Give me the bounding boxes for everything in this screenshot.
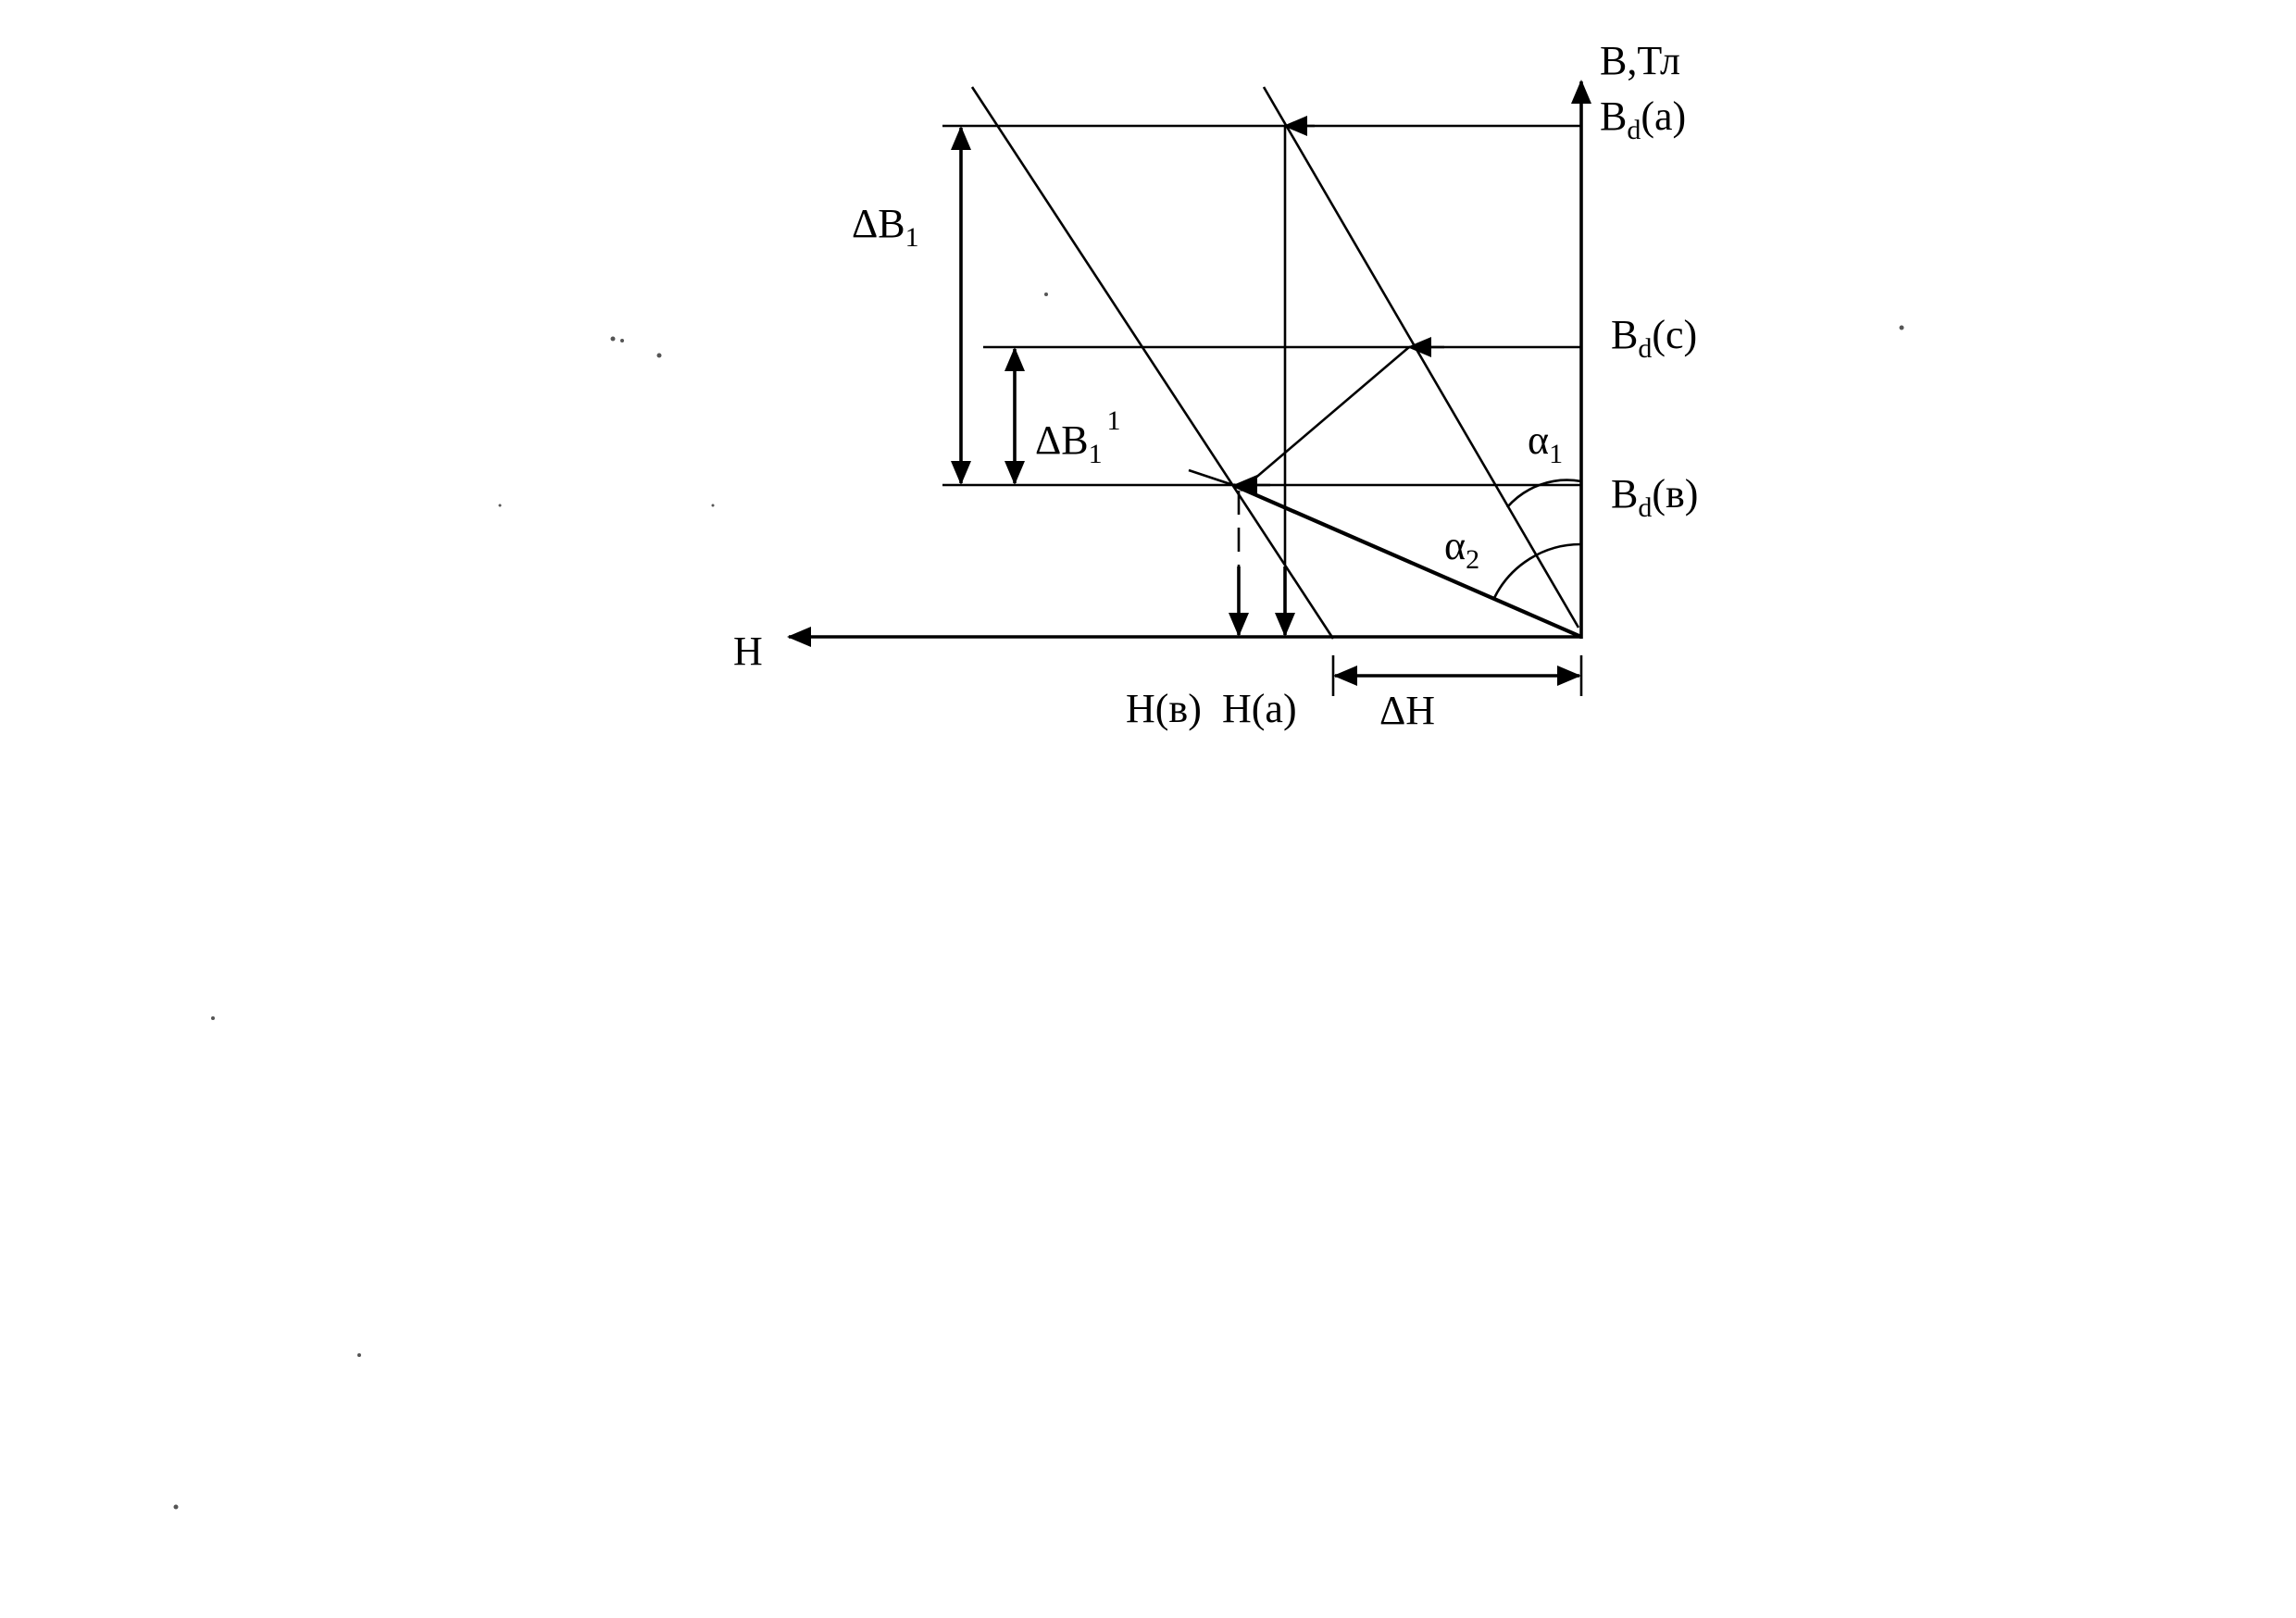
delta-b1-prime-label: $\Delta B_1^1$ (1035, 405, 1121, 469)
h-axis-label: H (733, 629, 763, 674)
sloped-line-left (972, 87, 1333, 639)
alpha2-label: $\alpha_2$ (1444, 523, 1480, 575)
bd-a-label: $B_d(a)$ (1600, 93, 1687, 145)
bd-v-label: $B_d(в)$ (1611, 471, 1699, 523)
scan-speck (620, 339, 624, 342)
scan-speck (1044, 292, 1048, 296)
scan-speck (174, 1505, 179, 1510)
sloped-line-right (1264, 87, 1578, 628)
scan-speck (357, 1353, 361, 1357)
bd-c-label: $B_d(c)$ (1611, 312, 1698, 364)
alpha1-label: $\alpha_1$ (1528, 417, 1564, 469)
h-v-label: H(в) (1126, 686, 1202, 731)
scan-speck (1900, 326, 1904, 330)
h-a-label: H(a) (1222, 686, 1297, 731)
b-axis-label: B,Тл (1600, 38, 1680, 83)
scan-speck (611, 337, 616, 342)
scan-speck (712, 504, 715, 507)
scan-speck (211, 1016, 215, 1020)
alpha2-arc (1494, 544, 1581, 598)
delta-b1-label: $\Delta B_1$ (852, 201, 919, 253)
delta-h-label: ΔH (1379, 688, 1436, 733)
transition-line (1241, 347, 1409, 491)
scan-speck (499, 504, 502, 507)
scan-speck (657, 354, 662, 358)
